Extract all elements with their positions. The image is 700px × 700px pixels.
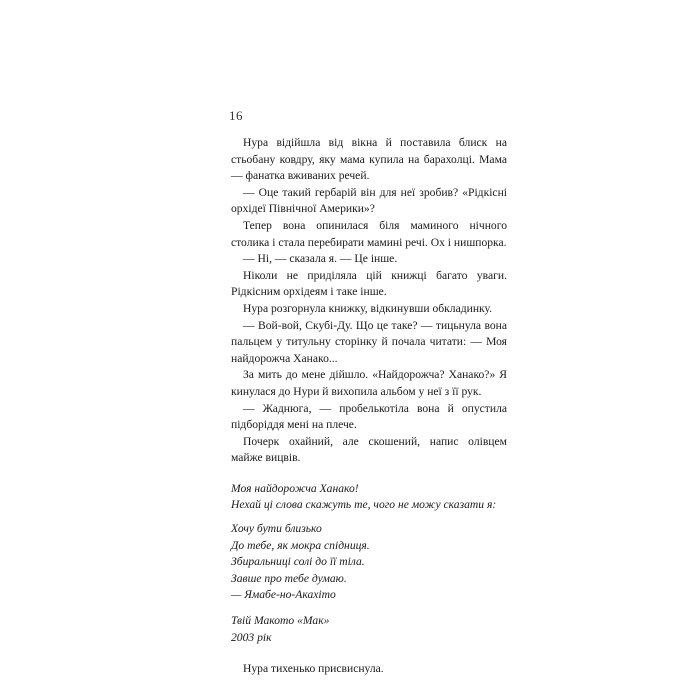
inscription-year: 2003 рік	[231, 630, 272, 644]
poem-author: — Ямабе-но-Акахіто	[231, 588, 336, 602]
inscription-intro: Нехай ці слова скажуть те, чого не можу сказати я:	[231, 498, 497, 512]
paragraph: Тепер вона опинилася біля маминого нічного столика і стала перебирати мамині речі. Ох і нишпорка.	[231, 218, 507, 249]
paragraph: За мить до мене дійшло. «Найдорожча? Ханако?» Я кинулася до Нури й вихопила альбом у неї з її рук.	[231, 368, 507, 398]
paragraph: Почерк охайний, але скошений, напис олівцем майже вицвів.	[231, 434, 507, 465]
paragraph: — Ні, — сказала я. — Це інше.	[243, 252, 398, 266]
poem-line: Завше про тебе думаю.	[231, 571, 347, 585]
inscription-greeting: Моя найдорожча Ханако!	[231, 481, 359, 495]
inscription	[231, 481, 507, 646]
body-text	[231, 135, 507, 678]
closing-paragraph: Нура тихенько присвиснула.	[243, 662, 384, 676]
paragraph: Ніколи не приділяла цій книжці багато уваги. Рідкісним орхідеям і таке інше.	[231, 268, 507, 299]
poem-line: До тебе, як мокра спідниця.	[231, 538, 370, 552]
paragraph: — Вой-вой, Скубі-Ду. Що це таке? — тицьнула вона пальцем у титульну сторінку й почала читати: — Моя найдорожча Ханако...	[231, 318, 507, 365]
poem-line: Збиральниці солі до її тіла.	[231, 555, 365, 569]
poem-line: Хочу бути близько	[231, 522, 322, 536]
paragraph: — Оце такий гербарій він для неї зробив? «Рідкісні орхідеї Північної Америки»?	[231, 185, 507, 216]
page-number: 16	[229, 108, 243, 123]
paragraph: — Жаднюга, — пробелькотіла вона й опустила підборіддя мені на плече.	[231, 401, 507, 432]
inscription-signature: Твій Макото «Мак»	[231, 614, 330, 628]
paragraph: Нура відійшла від вікна й поставила блиск на стьобану ковдру, яку мама купила на барахолці. Мама — фанатка вживаних речей.	[231, 136, 507, 183]
paragraph: Нура розгорнула книжку, відкинувши обкладинку.	[243, 301, 493, 315]
